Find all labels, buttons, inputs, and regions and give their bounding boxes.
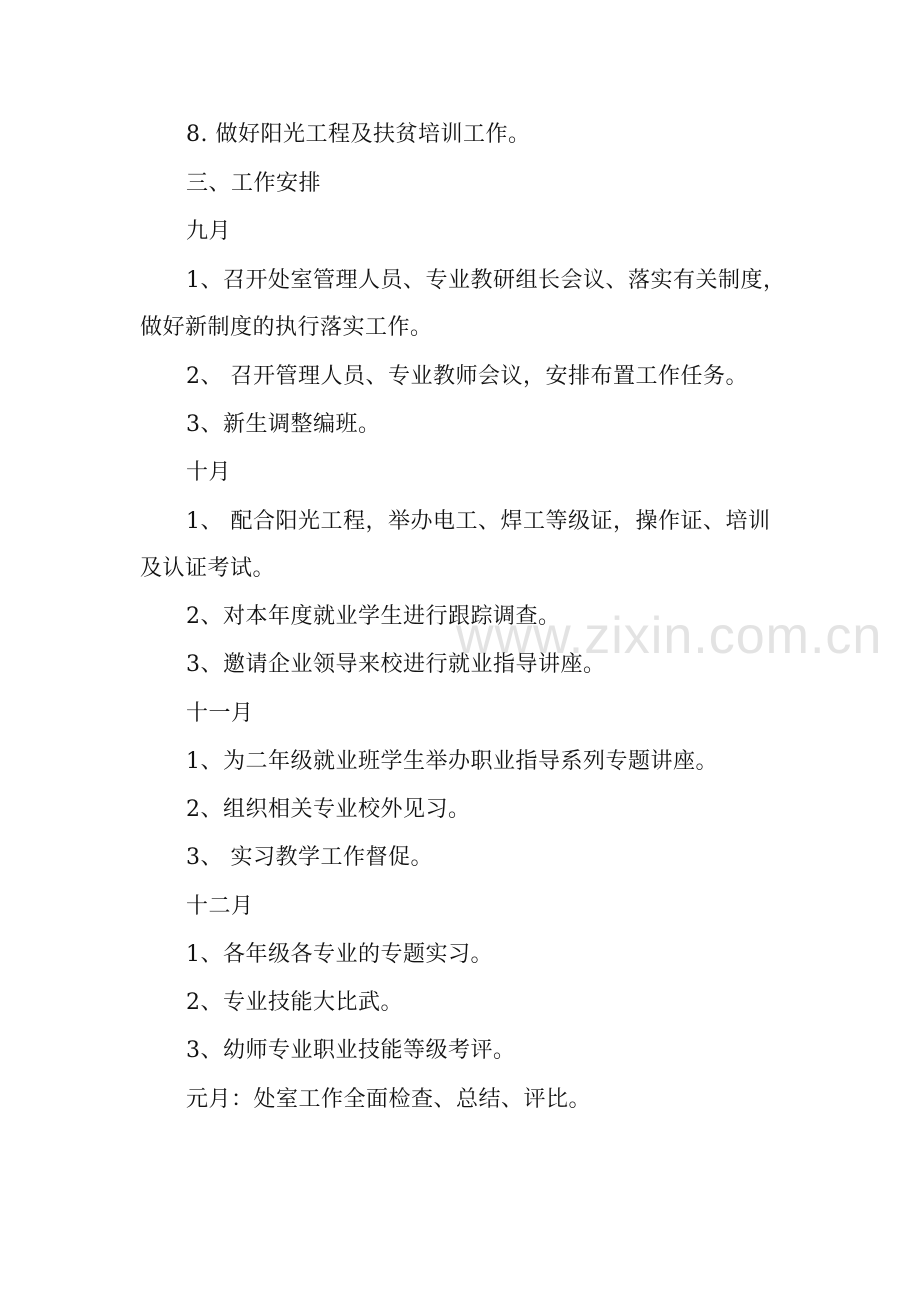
month-heading-october: 十月	[186, 460, 232, 485]
november-item-2: 2、组织相关专业校外见习。	[186, 797, 471, 822]
october-item-1: 1、 配合阳光工程，举办电工、焊工等级证，操作证、培训	[186, 509, 771, 534]
month-heading-november: 十一月	[186, 701, 254, 726]
september-item-1-continued: 做好新制度的执行落实工作。	[140, 315, 433, 340]
watermark: www.zixin.com.cn	[456, 607, 883, 665]
october-item-1-continued: 及认证考试。	[140, 556, 276, 581]
october-item-2: 2、对本年度就业学生进行跟踪调查。	[186, 604, 561, 629]
september-item-1: 1、召开处室管理人员、专业教研组长会议、落实有关制度，	[186, 268, 786, 293]
december-item-1: 1、各年级各专业的专题实习。	[186, 942, 493, 967]
month-heading-december: 十二月	[186, 894, 254, 919]
month-heading-september: 九月	[186, 219, 232, 244]
september-item-3: 3、新生调整编班。	[186, 412, 381, 437]
section-heading-work-schedule: 三、工作安排	[186, 171, 322, 196]
january-summary: 元月：处室工作全面检查、总结、评比。	[186, 1087, 592, 1112]
october-item-3: 3、邀请企业领导来校进行就业指导讲座。	[186, 652, 606, 677]
december-item-3: 3、幼师专业职业技能等级考评。	[186, 1038, 516, 1063]
list-item-sunshine-project: 8. 做好阳光工程及扶贫培训工作。	[186, 122, 531, 147]
november-item-1: 1、为二年级就业班学生举办职业指导系列专题讲座。	[186, 749, 718, 774]
september-item-2: 2、 召开管理人员、专业教师会议，安排布置工作任务。	[186, 364, 748, 389]
november-item-3: 3、 实习教学工作督促。	[186, 845, 433, 870]
december-item-2: 2、专业技能大比武。	[186, 990, 403, 1015]
